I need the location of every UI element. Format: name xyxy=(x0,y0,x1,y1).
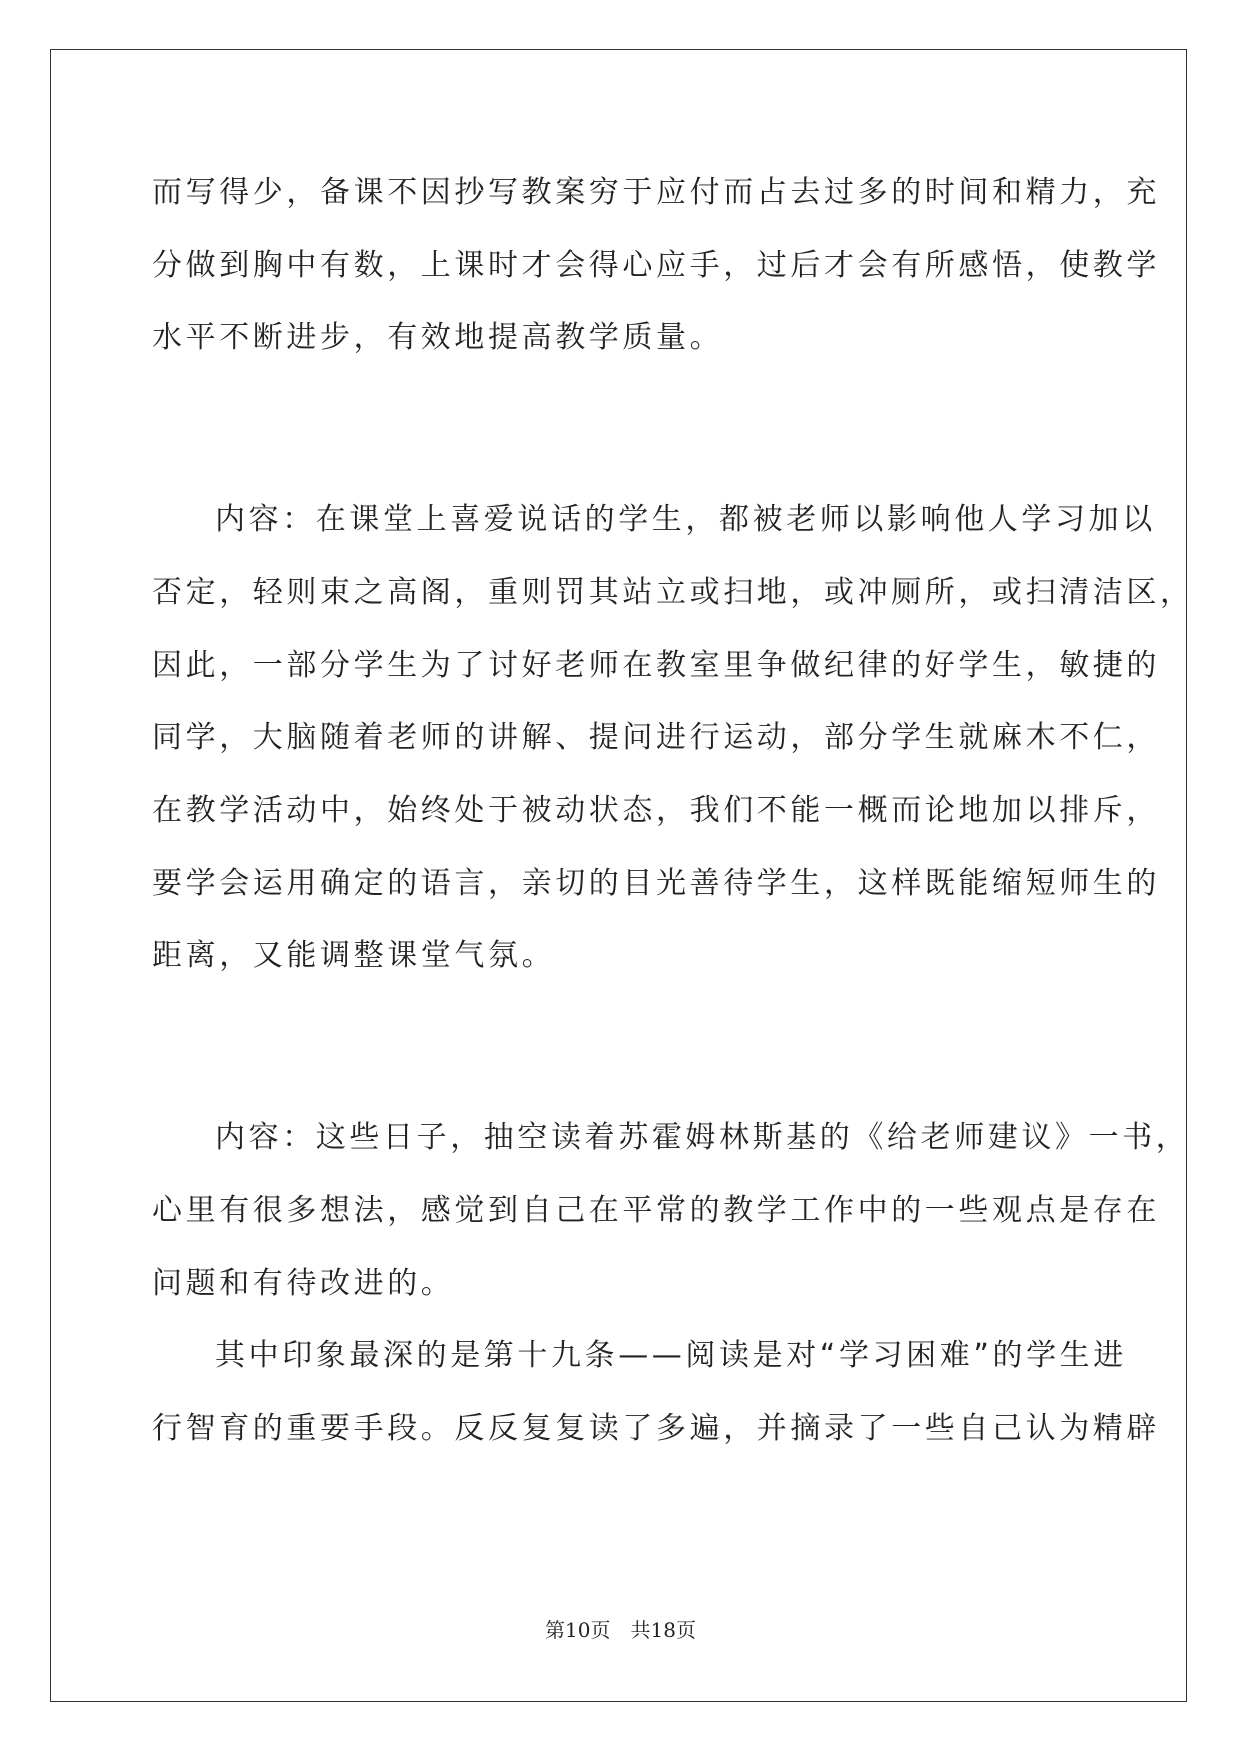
text-line-10: 距离，又能调整课堂气氛。 xyxy=(152,938,556,973)
text-line-1: 而写得少，备课不因抄写教案穷于应付而占去过多的时间和精力，充 xyxy=(152,175,1160,210)
text-line-15: 行智育的重要手段。反反复复读了多遍，并摘录了一些自己认为精辟 xyxy=(152,1411,1160,1446)
text-line-9: 要学会运用确定的语言，亲切的目光善待学生，这样既能缩短师生的 xyxy=(152,866,1160,901)
text-line-4: 内容：在课堂上喜爱说话的学生，都被老师以影响他人学习加以 xyxy=(215,502,1156,537)
text-line-6: 因此，一部分学生为了讨好老师在教室里争做纪律的好学生，敏捷的 xyxy=(152,648,1160,683)
text-line-5: 否定，轻则束之高阁，重则罚其站立或扫地，或冲厕所，或扫清洁区， xyxy=(152,575,1194,610)
text-line-12: 心里有很多想法，感觉到自己在平常的教学工作中的一些观点是存在 xyxy=(152,1193,1160,1228)
text-line-13: 问题和有待改进的。 xyxy=(152,1266,455,1301)
page-number-footer: 第10页 共18页 xyxy=(545,1618,696,1642)
text-line-7: 同学，大脑随着老师的讲解、提问进行运动，部分学生就麻木不仁， xyxy=(152,720,1160,755)
text-line-8: 在教学活动中，始终处于被动状态，我们不能一概而论地加以排斥， xyxy=(152,793,1160,828)
text-line-3: 水平不断进步，有效地提高教学质量。 xyxy=(152,320,724,355)
text-line-11: 内容：这些日子，抽空读着苏霍姆林斯基的《给老师建议》一书， xyxy=(215,1120,1190,1155)
text-line-2: 分做到胸中有数，上课时才会得心应手，过后才会有所感悟，使教学 xyxy=(152,248,1160,283)
text-line-14: 其中印象最深的是第十九条——阅读是对“学习困难”的学生进 xyxy=(215,1338,1127,1373)
